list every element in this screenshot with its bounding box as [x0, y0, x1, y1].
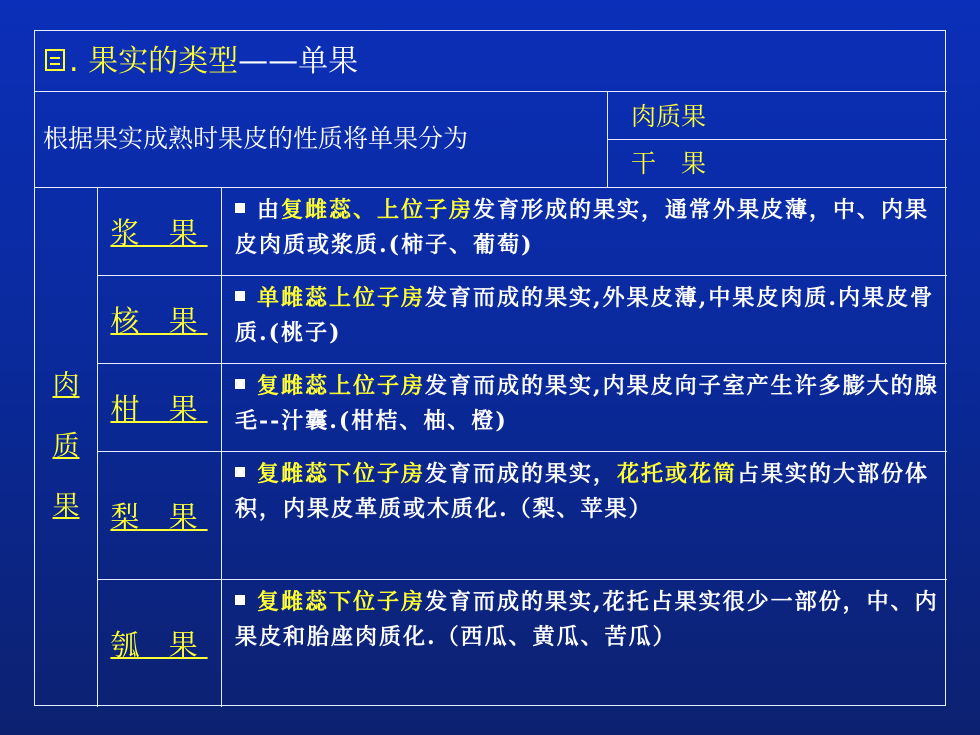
fruit-type-description	[221, 275, 947, 363]
highlighted-text: 单雌蕊上位子房	[257, 285, 426, 311]
description-text: 发育而成的果实，	[425, 461, 618, 487]
vertical-char: 质	[52, 430, 80, 462]
fleshy-fruit-label	[35, 187, 97, 707]
fruit-type-name: 瓠 果	[110, 627, 208, 662]
bullet-icon	[235, 203, 245, 213]
fruit-type-description	[221, 579, 947, 707]
bullet-icon	[235, 291, 245, 301]
title-dash: ——	[238, 44, 299, 79]
title-text: . 果实的类型	[69, 44, 239, 79]
vertical-char: 果	[52, 491, 80, 523]
highlighted-text: 复雌蕊下位子房	[257, 589, 426, 615]
type-dry-fruit: 干 果	[631, 149, 707, 178]
fruit-type-name: 柑 果	[110, 391, 208, 426]
highlighted-text: 花托或花筒	[617, 461, 738, 487]
list-icon	[45, 49, 65, 71]
fruit-type-description	[221, 187, 947, 275]
fruit-type-description	[221, 451, 947, 579]
fruit-type-name: 梨 果	[110, 499, 208, 534]
slide	[34, 30, 946, 706]
bullet-icon	[235, 379, 245, 389]
description-text: 发育而成的果实,内果皮向子室产生许多膨大的腺毛--汁囊.(柑桔、柚、橙)	[235, 373, 939, 434]
classification-table	[34, 30, 946, 706]
description-text: 发育而成的果实,花托占果实很少一部份，中、内果皮和胎座肉质化.（西瓜、黄瓜、苦瓜）	[235, 589, 939, 650]
intro-text: 根据果实成熟时果皮的性质将单果分为	[43, 124, 469, 153]
title-suffix: 单果	[298, 44, 359, 79]
description-text: 发育形成的果实，通常外果皮薄，中、内果皮肉质或浆质.(柿子、葡萄)	[235, 197, 930, 258]
fruit-type-name: 浆 果	[110, 215, 208, 250]
description-text: 发育而成的果实,外果皮薄,中果皮肉质.内果皮骨质.(桃子)	[235, 285, 934, 346]
fruit-type-name: 核 果	[110, 303, 208, 338]
slide-title	[45, 37, 358, 87]
highlighted-text: 复雌蕊上位子房	[257, 373, 426, 399]
type-fleshy-fruit: 肉质果	[631, 102, 707, 131]
bullet-icon	[235, 595, 245, 605]
highlighted-text: 复雌蕊、上位子房	[281, 197, 474, 223]
bullet-icon	[235, 467, 245, 477]
highlighted-text: 复雌蕊下位子房	[257, 461, 426, 487]
description-text: 占果实的大部份体积，内果皮革质或木质化.（梨、苹果）	[235, 461, 930, 522]
description-text: 由	[257, 197, 282, 223]
vertical-char: 肉	[52, 370, 80, 402]
fruit-type-description	[221, 363, 947, 451]
